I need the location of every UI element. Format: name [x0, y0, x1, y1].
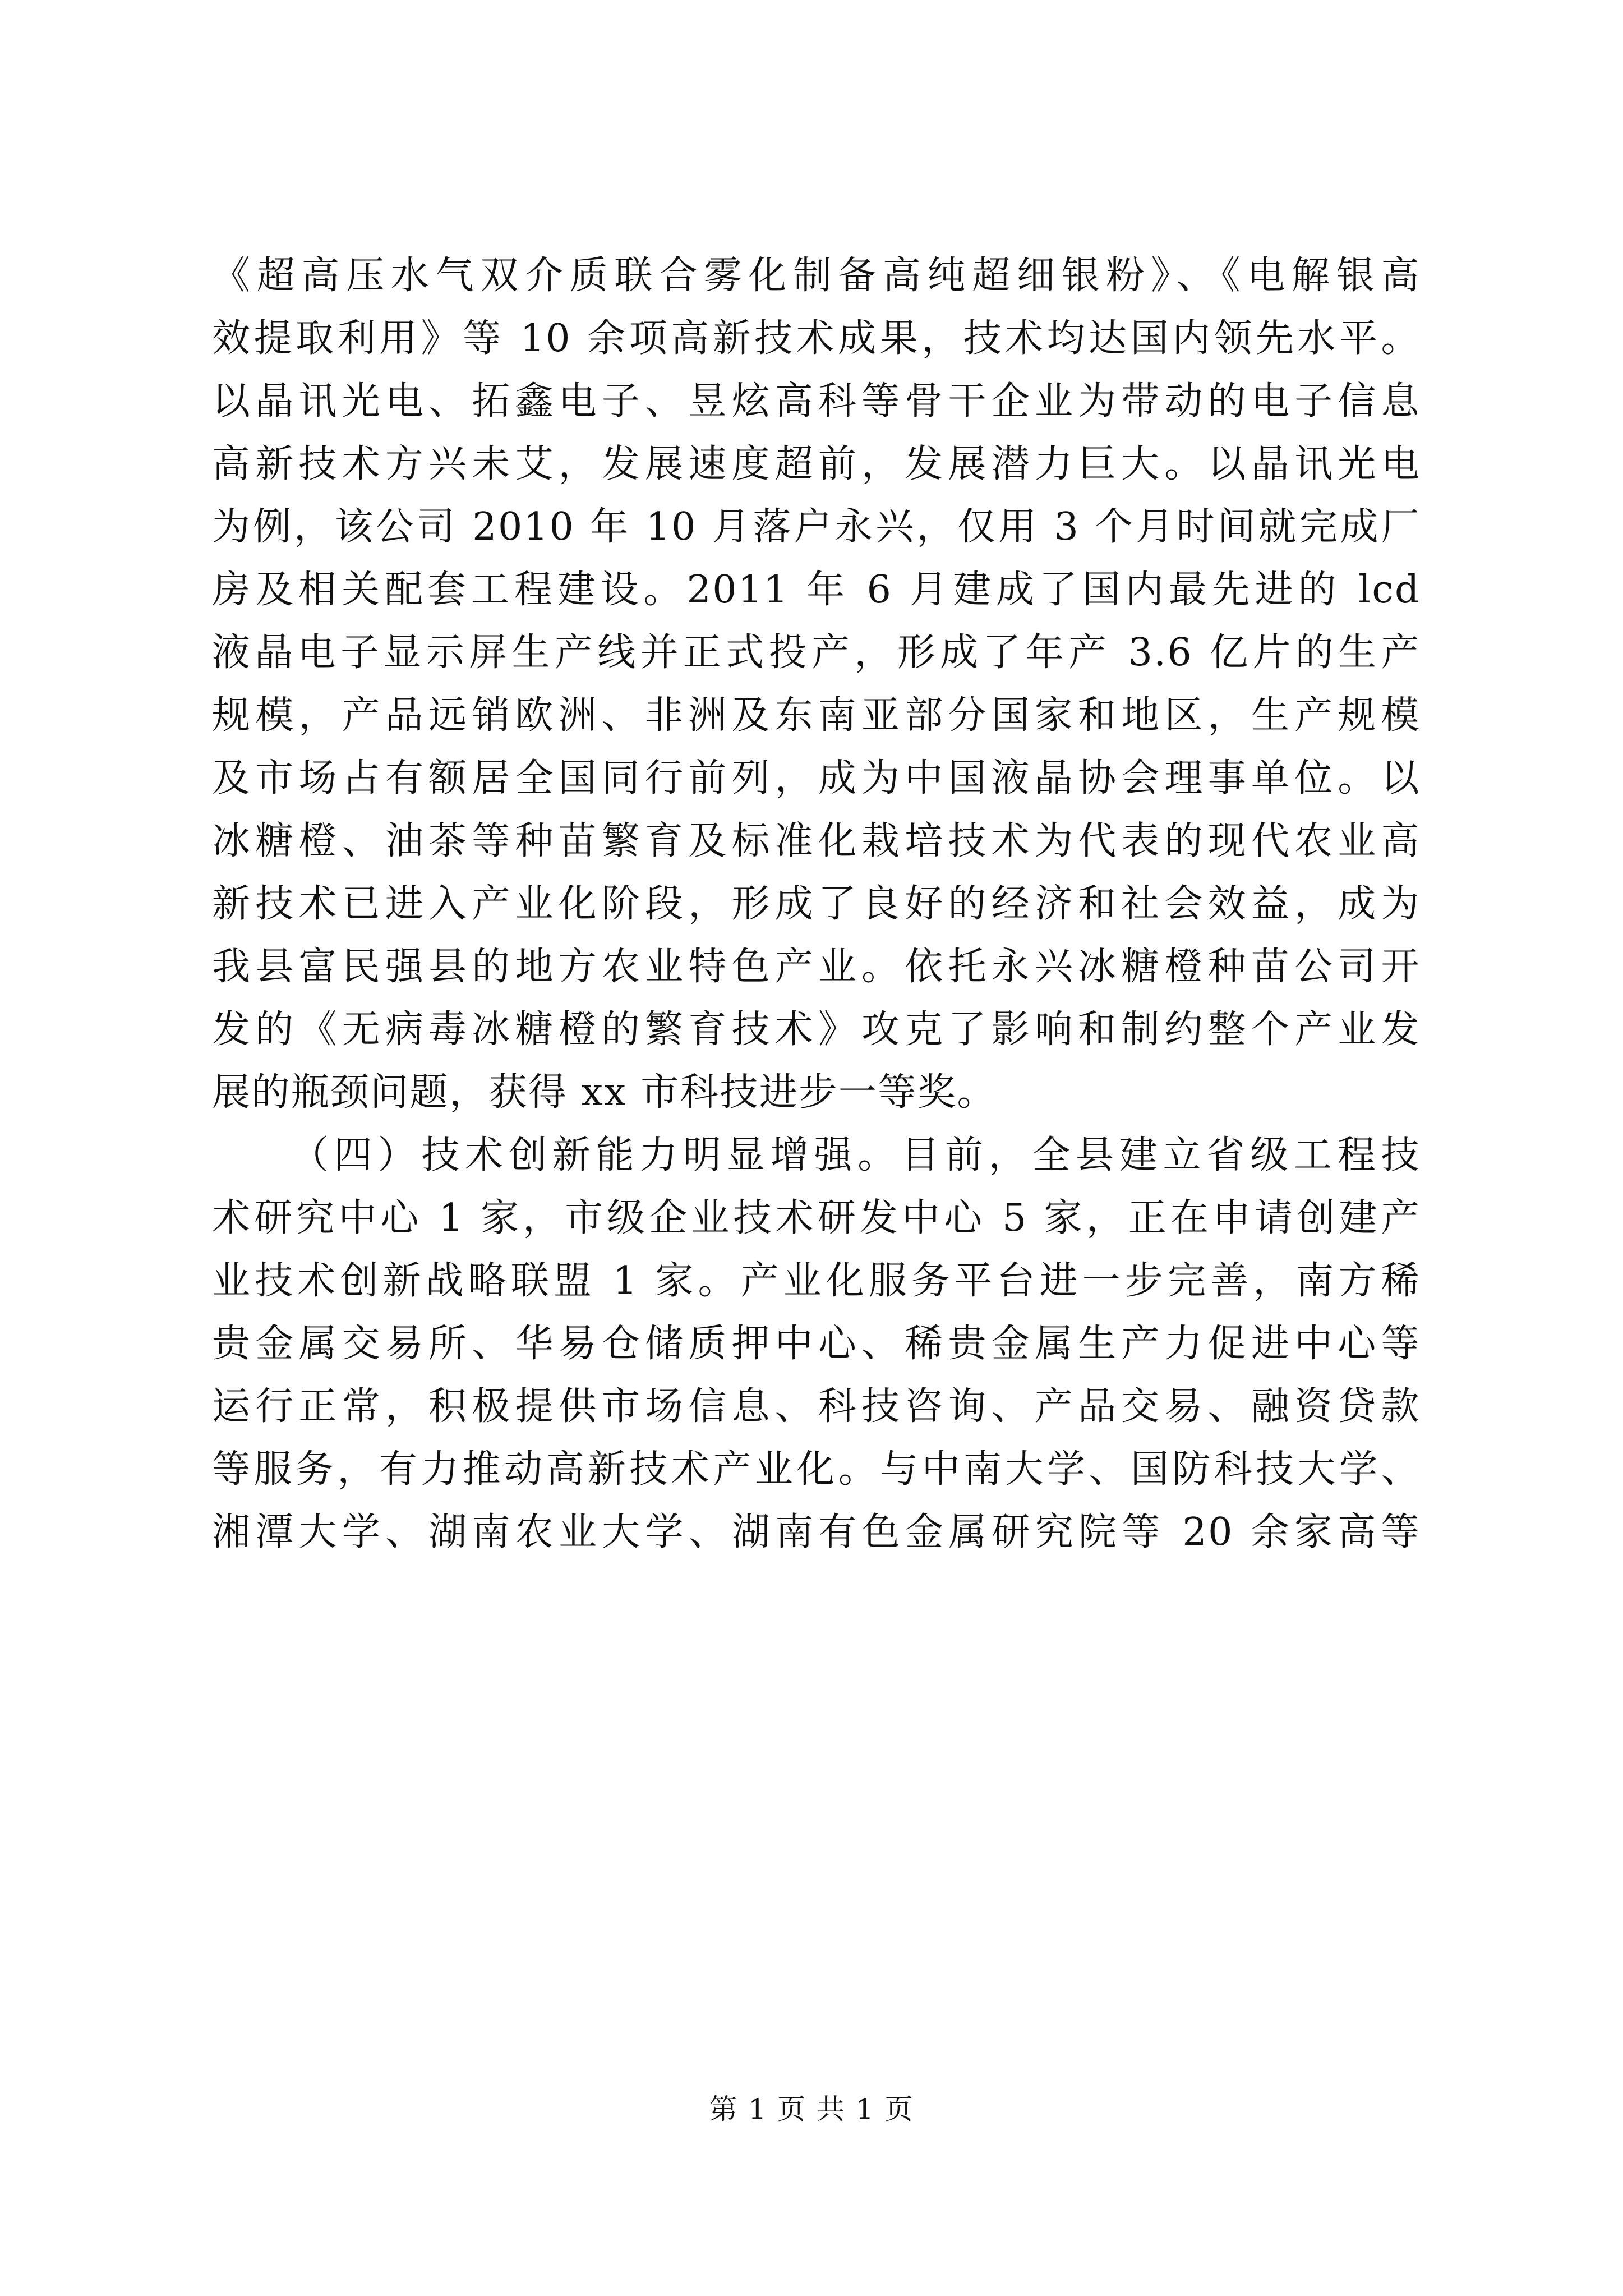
text-line: 贵金属交易所、华易仓储质押中心、稀贵金属生产力促进中心等 [212, 1322, 1421, 1366]
text-line: 《超高压水气双介质联合雾化制备高纯超细银粉》、《电解银高 [212, 254, 1421, 298]
text-line: 液晶电子显示屏生产线并正式投产，形成了年产 3.6 亿片的生产 [212, 631, 1421, 675]
text-line: 运行正常，积极提供市场信息、科技咨询、产品交易、融资贷款 [212, 1384, 1421, 1429]
text-line: 湘潭大学、湖南农业大学、湖南有色金属研究院等 20 余家高等 [212, 1510, 1421, 1554]
text-line: 房及相关配套工程建设。2011 年 6 月建成了国内最先进的 lcd [212, 568, 1421, 612]
text-line: 等服务，有力推动高新技术产业化。与中南大学、国防科技大学、 [212, 1447, 1421, 1492]
body-text [212, 245, 1421, 1564]
text-line: 冰糖橙、油茶等种苗繁育及标准化栽培技术为代表的现代农业高 [212, 819, 1421, 863]
text-line: 以晶讯光电、拓鑫电子、昱炫高科等骨干企业为带动的电子信息 [212, 379, 1421, 424]
text-line: 为例，该公司 2010 年 10 月落户永兴，仅用 3 个月时间就完成厂 [212, 505, 1421, 549]
paragraph-end-line: 展的瓶颈问题，获得 xx 市科技进步一等奖。 [212, 1070, 997, 1115]
text-line: 效提取利用》等 10 余项高新技术成果，技术均达国内领先水平。 [212, 316, 1421, 361]
text-line: 规模，产品远销欧洲、非洲及东南亚部分国家和地区，生产规模 [212, 693, 1421, 738]
text-line: 我县富民强县的地方农业特色产业。依托永兴冰糖橙种苗公司开 [212, 945, 1421, 989]
text-line: 术研究中心 1 家，市级企业技术研发中心 5 家，正在申请创建产 [212, 1196, 1421, 1240]
text-line: 及市场占有额居全国同行前列，成为中国液晶协会理事单位。以 [212, 756, 1421, 800]
text-line: 高新技术方兴未艾，发展速度超前，发展潜力巨大。以晶讯光电 [212, 442, 1421, 486]
text-line: 发的《无病毒冰糖橙的繁育技术》攻克了影响和制约整个产业发 [212, 1007, 1421, 1052]
section-heading-line: （四）技术创新能力明显增强。目前，全县建立省级工程技 [291, 1133, 1421, 1177]
text-line: 新技术已进入产业化阶段，形成了良好的经济和社会效益，成为 [212, 882, 1421, 926]
text-line: 业技术创新战略联盟 1 家。产业化服务平台进一步完善，南方稀 [212, 1259, 1421, 1303]
page-number-footer: 第 1 页 共 1 页 [709, 2093, 914, 2125]
